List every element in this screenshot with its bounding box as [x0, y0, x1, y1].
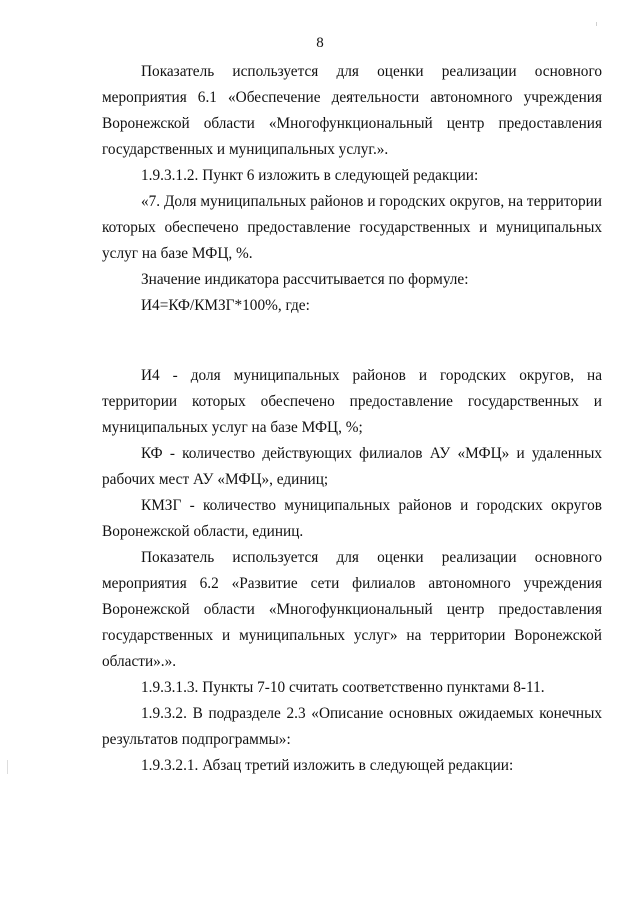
scan-mark [7, 760, 8, 774]
paragraph: «7. Доля муниципальных районов и городских округов, на территории которых обеспечено предоставление государственных и муниципальных услуг на базе МФЦ, %. [102, 193, 602, 262]
paragraph: 1.9.3.2.1. Абзац третий изложить в следующей редакции: [141, 757, 514, 774]
scan-mark [596, 22, 597, 26]
paragraph: Показатель используется для оценки реализации основного мероприятия 6.1 «Обеспечение деятельности автономного учреждения Воронежской области «Многофункциональный центр предоставления государственных и муниципальных услуг.». [102, 63, 602, 158]
document-body [102, 59, 602, 779]
paragraph: КМЗГ - количество муниципальных районов и городских округов Воронежской области, единиц. [102, 497, 602, 540]
paragraph: КФ - количество действующих филиалов АУ «МФЦ» и удаленных рабочих мест АУ «МФЦ», единиц; [102, 445, 602, 488]
paragraph: 1.9.3.2. В подразделе 2.3 «Описание основных ожидаемых конечных результатов подпрограммы»: [102, 705, 602, 748]
paragraph: И4 - доля муниципальных районов и городских округов, на территории которых обеспечено предоставление государственных и муниципальных услуг на базе МФЦ, %; [102, 367, 602, 436]
paragraph: Значение индикатора рассчитывается по формуле: [141, 271, 469, 288]
paragraph: 1.9.3.1.2. Пункт 6 изложить в следующей редакции: [141, 167, 479, 184]
paragraph: Показатель используется для оценки реализации основного мероприятия 6.2 «Развитие сети филиалов автономного учреждения Воронежской области «Многофункциональный центр предоставления государственных и муниципальных услуг» на территории Воронежской области».». [102, 549, 602, 670]
page-number: 8 [316, 35, 324, 51]
formula: И4=КФ/КМЗГ*100%, где: [141, 297, 310, 314]
paragraph: 1.9.3.1.3. Пункты 7-10 считать соответственно пунктами 8-11. [141, 679, 545, 696]
